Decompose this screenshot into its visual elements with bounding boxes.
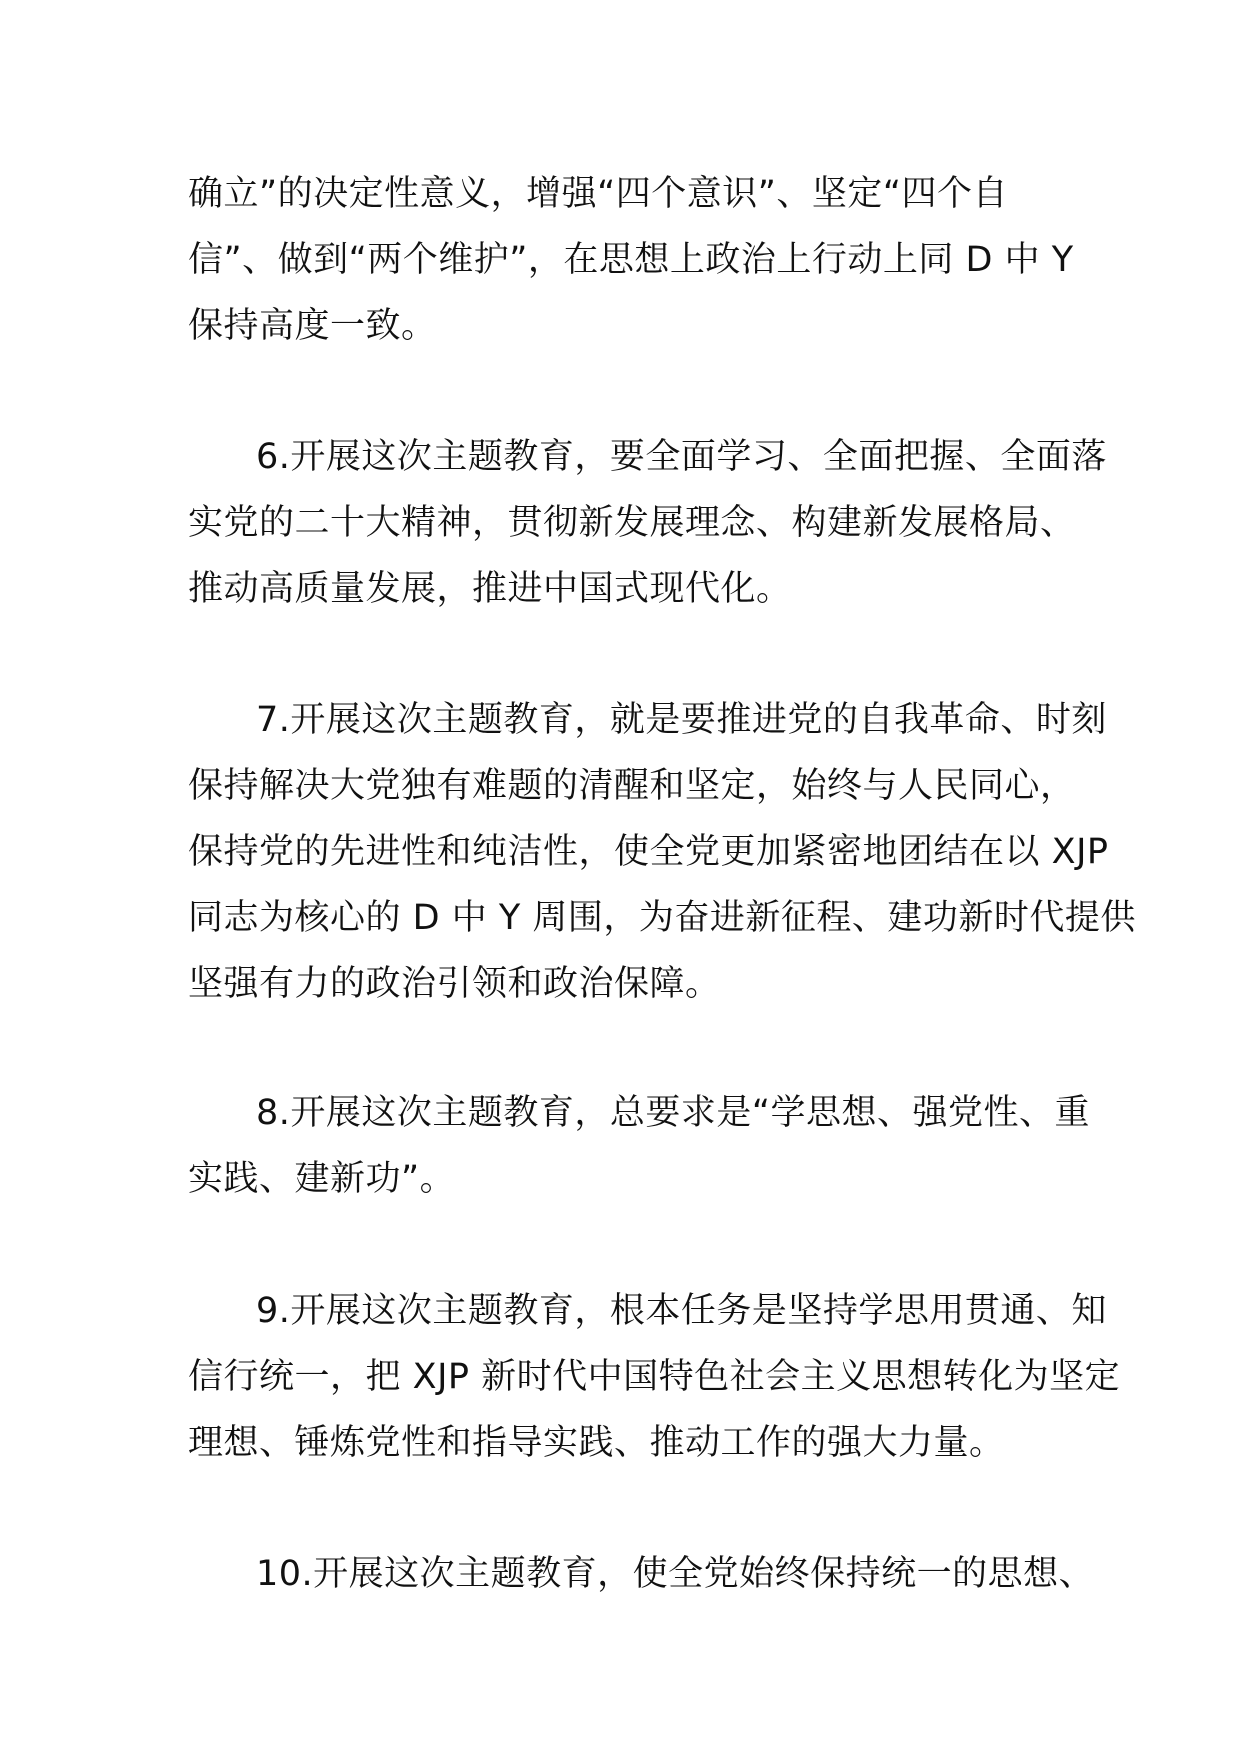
paragraph-item-10 [188, 1541, 1095, 1607]
paragraph-line: 9.开展这次主题教育，根本任务是坚持学思用贯通、知 [256, 1291, 1107, 1331]
paragraph-line: 6.开展这次主题教育，要全面学习、全面把握、全面落 [256, 437, 1107, 477]
paragraph-line: 保持高度一致。 [188, 306, 437, 346]
paragraph-item-6 [188, 424, 1107, 622]
paragraph-continuation [188, 161, 1074, 359]
paragraph-line: 实践、建新功”。 [188, 1159, 456, 1199]
paragraph-item-8 [188, 1080, 1091, 1212]
paragraph-item-9 [188, 1278, 1121, 1476]
paragraph-line: 信行统一，把 XJP 新时代中国特色社会主义思想转化为坚定 [188, 1357, 1121, 1397]
paragraph-line: 信”、做到“两个维护”，在思想上政治上行动上同 D 中 Y [188, 240, 1074, 280]
paragraph-line: 保持党的先进性和纯洁性，使全党更加紧密地团结在以 XJP [188, 832, 1109, 872]
paragraph-line: 保持解决大党独有难题的清醒和坚定，始终与人民同心， [188, 766, 1076, 806]
paragraph-line: 理想、锤炼党性和指导实践、推动工作的强大力量。 [188, 1423, 1005, 1463]
paragraph-line: 10.开展这次主题教育，使全党始终保持统一的思想、 [256, 1554, 1095, 1594]
paragraph-line: 确立”的决定性意义，增强“四个意识”、坚定“四个自 [188, 174, 1009, 214]
paragraph-line: 实党的二十大精神，贯彻新发展理念、构建新发展格局、 [188, 503, 1076, 543]
paragraph-line: 坚强有力的政治引领和政治保障。 [188, 964, 721, 1004]
paragraph-line: 同志为核心的 D 中 Y 周围，为奋进新征程、建功新时代提供 [188, 898, 1136, 938]
paragraph-line: 8.开展这次主题教育，总要求是“学思想、强党性、重 [256, 1093, 1091, 1133]
paragraph-line: 推动高质量发展，推进中国式现代化。 [188, 569, 792, 609]
paragraph-item-7 [188, 687, 1136, 1017]
paragraph-line: 7.开展这次主题教育，就是要推进党的自我革命、时刻 [256, 700, 1107, 740]
